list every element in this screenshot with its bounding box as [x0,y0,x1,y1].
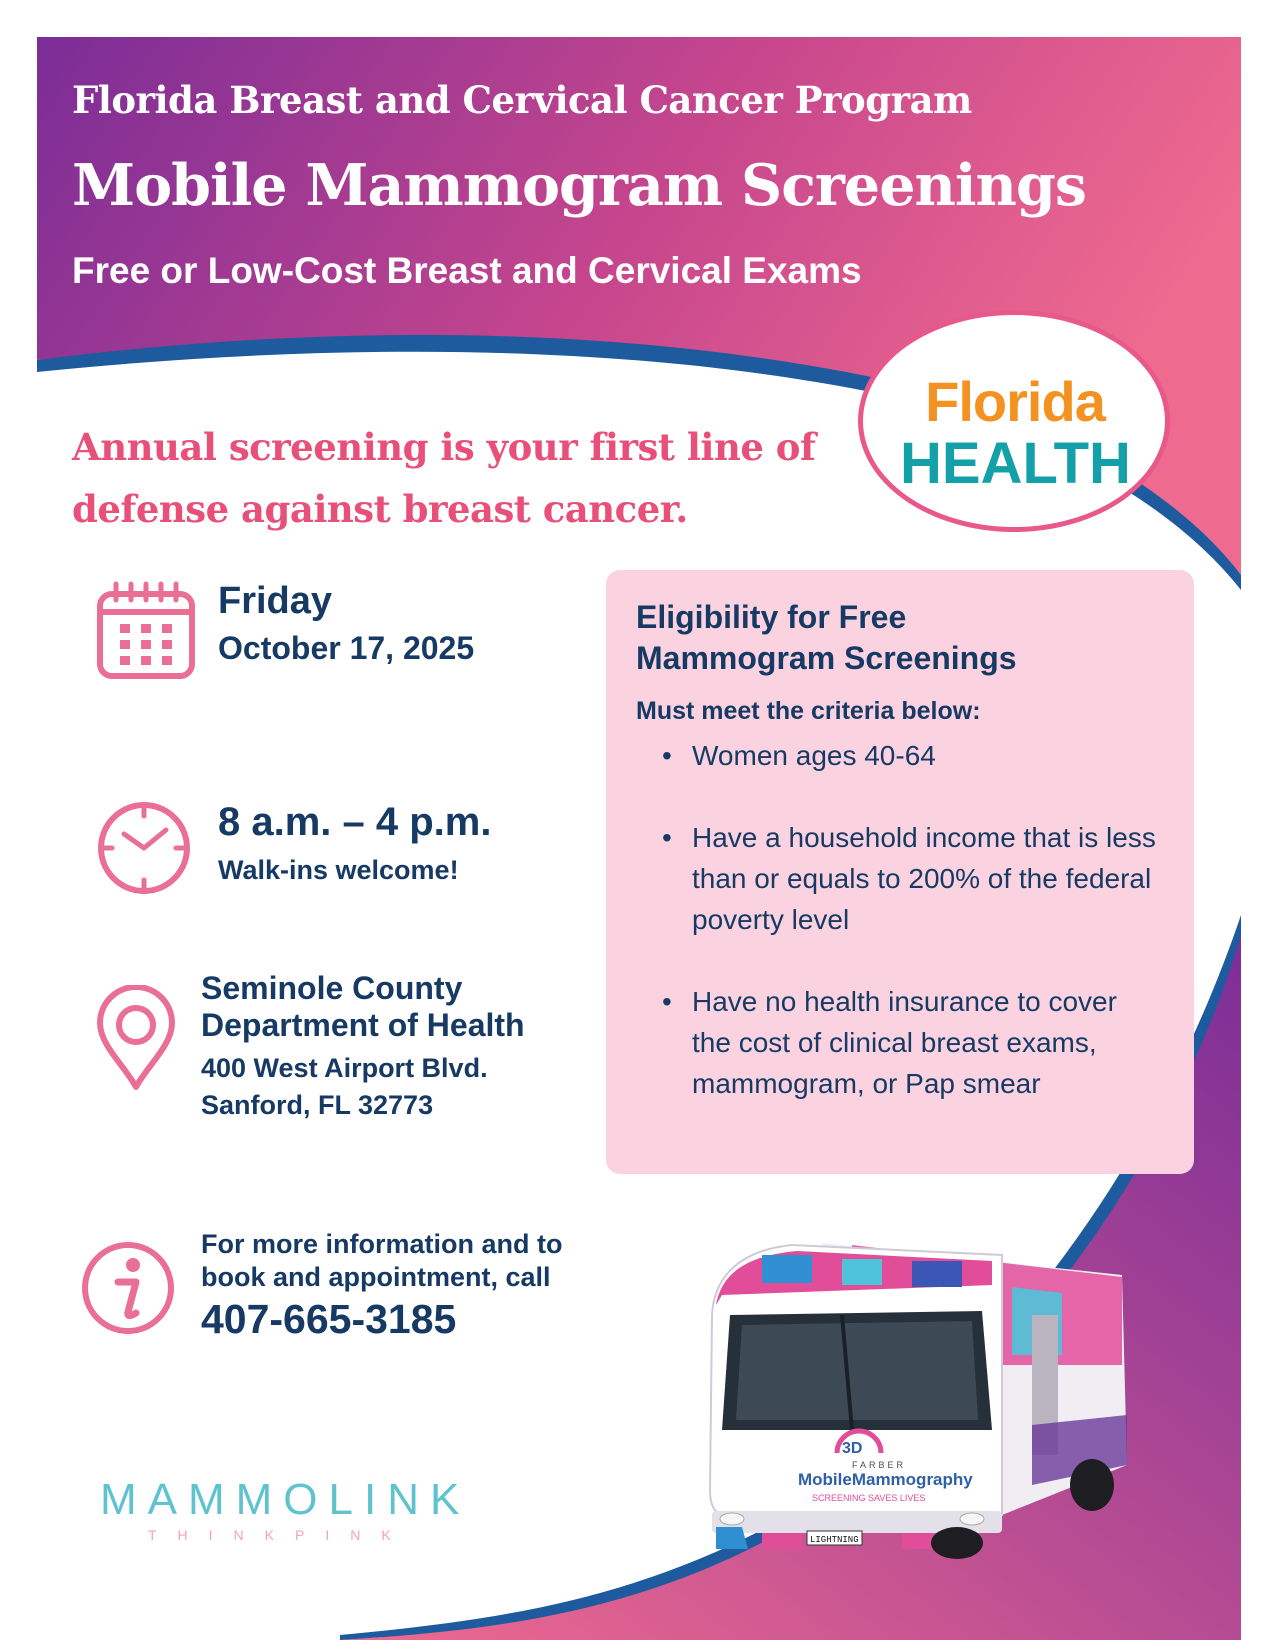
address-line2: Sanford, FL 32773 [201,1090,434,1120]
address-line1: 400 West Airport Blvd. [201,1053,488,1083]
location-name [201,970,525,1044]
event-time: 8 a.m. – 4 p.m. [218,800,492,844]
program-name: Florida Breast and Cervical Cancer Program [72,78,972,122]
walkins-note: Walk-ins welcome! [218,855,459,885]
page-subtitle: Free or Low-Cost Breast and Cervical Exams [72,250,862,291]
location-address [201,1050,488,1124]
eligibility-title [636,597,1176,679]
event-date: October 17, 2025 [218,630,475,666]
bus-slogan: SCREENING SAVES LIVES [812,1493,926,1503]
contact-text-line1: For more information and to [201,1229,563,1259]
logo-health-text: HEALTH [900,431,1131,496]
criteria-item: • Have no health insurance to cover the cost of clinical breast exams, mammogram, or Pap smear [660,981,1160,1104]
bus-brand: FARBER [852,1460,907,1470]
info-icon [80,1240,176,1336]
calendar-icon [96,580,196,680]
bus-service: MobileMammography [798,1470,973,1489]
location-pin-icon [96,985,176,1091]
criteria-item: • Have a household income that is less than or equals to 200% of the federal poverty level [660,817,1160,940]
contact-text [201,1228,563,1294]
eligibility-title-line2: Mammogram Screenings [636,640,1017,676]
tagline: Annual screening is your first line of defense against breast cancer. [72,425,816,531]
contact-text-line2: book and appointment, call [201,1262,551,1292]
eligibility-subtitle: Must meet the criteria below: [636,697,981,725]
phone-number[interactable]: 407-665-3185 [201,1296,457,1342]
clock-icon [96,800,192,896]
location-name-line1: Seminole County [201,970,463,1006]
mammolink-tagline: THINKPINK [148,1527,412,1543]
logo-florida-text: Florida [925,370,1105,433]
eligibility-title-line1: Eligibility for Free [636,599,907,635]
bus-badge: 3D [842,1440,863,1457]
page-title: Mobile Mammogram Screenings [72,152,1086,219]
event-day: Friday [218,580,333,622]
mammolink-logo: MAMMOLINK [100,1475,471,1524]
criteria-item: • Women ages 40-64 [660,735,1160,776]
bus-license-plate: LIGHTNING [810,1535,859,1545]
mobile-mammography-bus [702,1215,1142,1560]
location-name-line2: Department of Health [201,1007,525,1043]
eligibility-criteria-list [660,735,1160,1145]
